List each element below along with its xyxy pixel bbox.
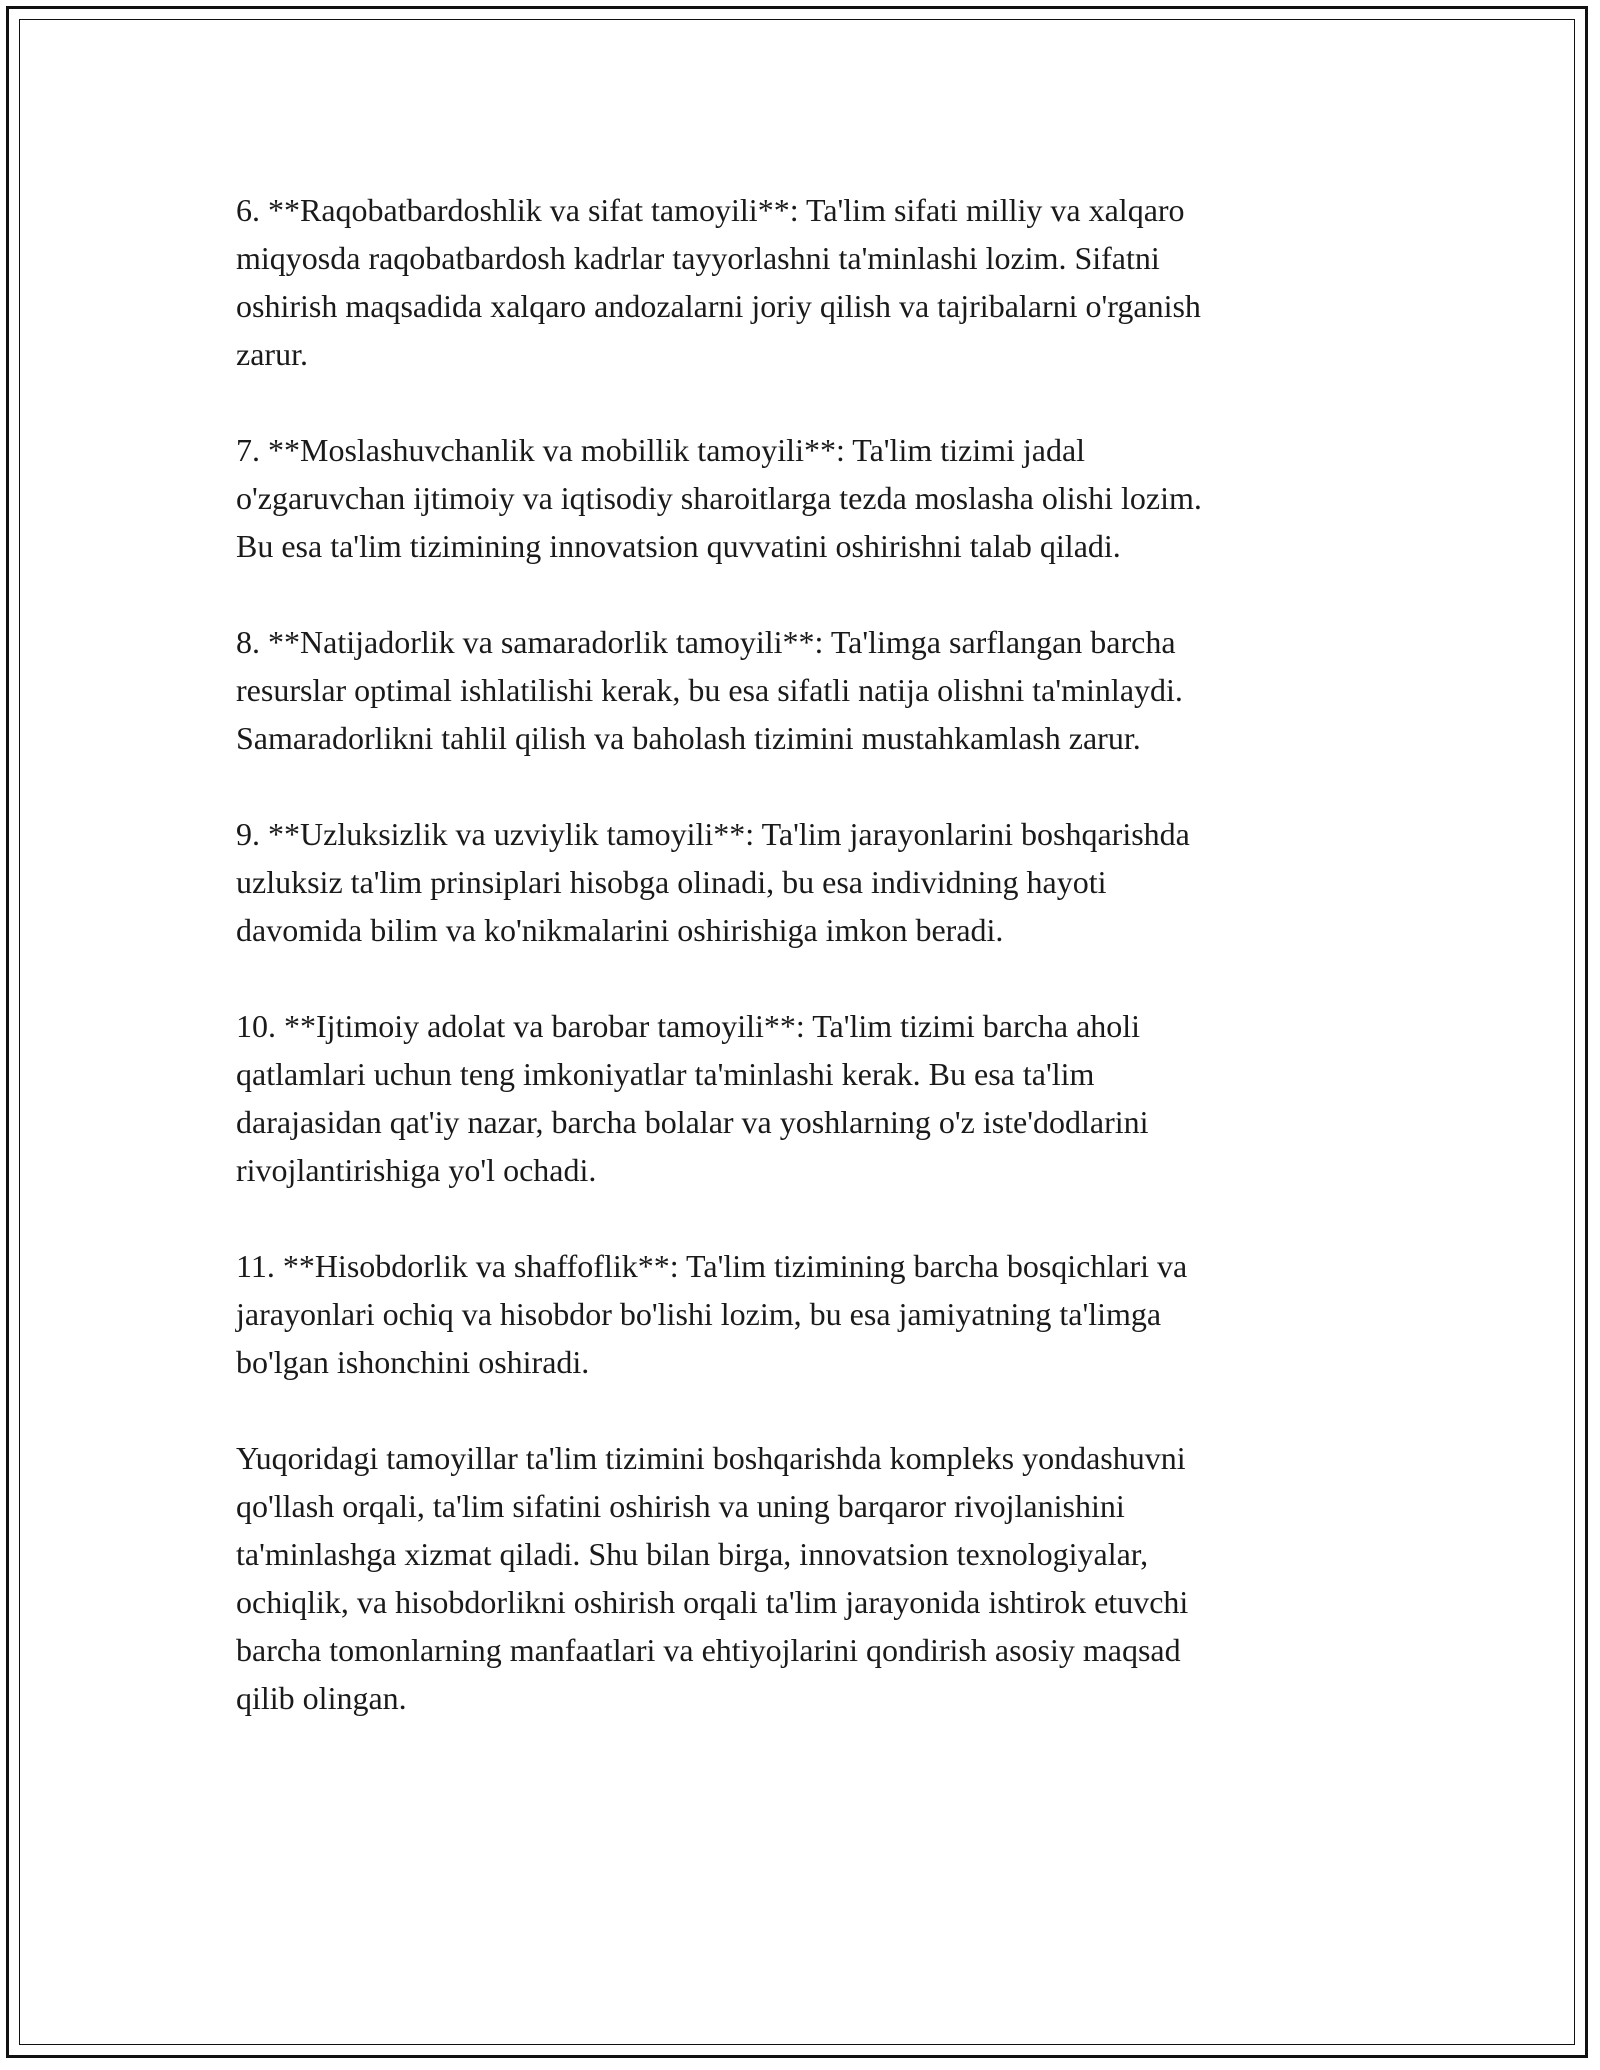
paragraph-principle-10: 10. **Ijtimoiy adolat va barobar tamoyili**: Ta'lim tizimi barcha aholi qatlamlari uchun teng imkoniyatlar ta'minlashi kerak. Bu esa ta'lim darajasidan qat'iy nazar, barcha bolalar va yoshlarning o'z iste'dodlarini rivojlantirishiga yo'l ochadi. xyxy=(236,1008,1149,1188)
document-body xyxy=(236,186,1356,1770)
paragraph-principle-11: 11. **Hisobdorlik va shaffoflik**: Ta'lim tizimining barcha bosqichlari va jarayonlari ochiq va hisobdor bo'lishi lozim, bu esa jamiyatning ta'limga bo'lgan ishonchini oshiradi. xyxy=(236,1248,1188,1380)
paragraph-principle-8: 8. **Natijadorlik va samaradorlik tamoyili**: Ta'limga sarflangan barcha resurslar optimal ishlatilishi kerak, bu esa sifatli natija olishni ta'minlaydi. Samaradorlikni tahlil qilish va baholash tizimini mustahkamlash zarur. xyxy=(236,624,1183,756)
paragraph-conclusion: Yuqoridagi tamoyillar ta'lim tizimini boshqarishda kompleks yondashuvni qo'llash orqali, ta'lim sifatini oshirish va uning barqaror rivojlanishini ta'minlashga xizmat qiladi. Shu bilan birga, innovatsion texnologiyalar, ochiqlik, va hisobdorlikni oshirish orqali ta'lim jarayonida ishtirok etuvchi barcha tomonlarning manfaatlari va ehtiyojlarini qondirish asosiy maqsad qilib olingan. xyxy=(236,1440,1189,1716)
paragraph-principle-6: 6. **Raqobatbardoshlik va sifat tamoyili**: Ta'lim sifati milliy va xalqaro miqyosda raqobatbardosh kadrlar tayyorlashni ta'minlashi lozim. Sifatni oshirish maqsadida xalqaro andozalarni joriy qilish va tajribalarni o'rganish zarur. xyxy=(236,192,1201,372)
paragraph-principle-7: 7. **Moslashuvchanlik va mobillik tamoyili**: Ta'lim tizimi jadal o'zgaruvchan ijtimoiy va iqtisodiy sharoitlarga tezda moslasha olishi lozim. Bu esa ta'lim tizimining innovatsion quvvatini oshirishni talab qiladi. xyxy=(236,432,1202,564)
paragraph-principle-9: 9. **Uzluksizlik va uzviylik tamoyili**: Ta'lim jarayonlarini boshqarishda uzluksiz ta'lim prinsiplari hisobga olinadi, bu esa individning hayoti davomida bilim va ko'nikmalarini oshirishiga imkon beradi. xyxy=(236,816,1190,948)
